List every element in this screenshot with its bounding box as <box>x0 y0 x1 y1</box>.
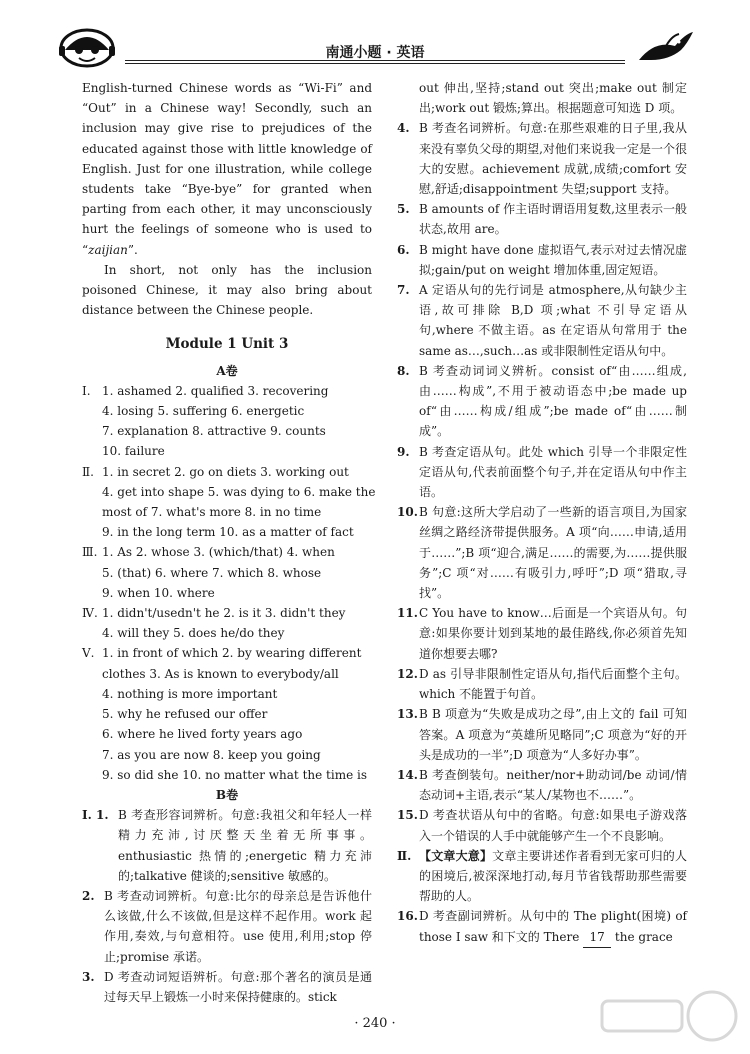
bird-icon <box>635 30 695 68</box>
answer-line: most of 7. what's more 8. in no time <box>102 505 322 520</box>
page-number: · 240 · <box>354 1016 396 1031</box>
left-column <box>82 78 376 1007</box>
answer-line: 4. nothing is more important <box>102 686 278 701</box>
section-lines <box>102 462 375 543</box>
answer-text: B amounts of 作主语时谓语用复数,这里表示一般状态,故用 are。 <box>419 202 687 237</box>
answer-item <box>397 442 687 503</box>
answer-number: 14. <box>397 767 418 782</box>
answer-text: B B 项意为“失败是成功之母”,由上文的 fail 可知答案。A 项意为“英雄所见略同”;C 项意为“好的开头是成功的一半”;D 项意为“人多好办事”。 <box>419 707 687 762</box>
answer-text: out 伸出,坚持;stand out 突出;make out 制定出;work out 锻炼;算出。根据题意可知选 D 项。 <box>419 81 687 116</box>
answer-line: 1. As 2. whose 3. (which/that) 4. when <box>102 545 335 560</box>
answer-number: 16. <box>397 909 418 924</box>
intro-paragraph <box>82 78 372 260</box>
conclusion-paragraph: In short, not only has the inclusion poisoned Chinese, it may also bring about distance between the Chinese people. <box>82 262 372 318</box>
answer-number: 9. <box>397 444 410 459</box>
answer-item <box>397 118 687 199</box>
module-title: Module 1 Unit 3 <box>165 336 289 353</box>
intro-end: ”. <box>127 242 138 257</box>
right-column <box>397 78 687 948</box>
answer-number: 15. <box>397 808 418 823</box>
answer-text: B 句意:这所大学启动了一些新的语言项目,为国家丝绸之路经济带提供服务。A 项“向……申请,适用于……”;B 项“迎合,满足……的需要,为……提供服务”;C 项“对……有吸引力,呼吁”;D 项“猎取,寻找”。 <box>419 505 687 601</box>
answer-item <box>397 704 687 765</box>
answer-line: 4. get into shape 5. was dying to 6. make the <box>102 484 376 499</box>
header-rule-2 <box>125 63 625 64</box>
answer-text: B 考查动词词义辨析。consist of“由……组成,由……构成”,不用于被动语态中;be made up of“由……构成/组成”;be made of“由……制成”。 <box>419 363 687 439</box>
answer-item <box>397 805 687 845</box>
exercise-section <box>82 603 372 643</box>
answer-line: 6. where he lived forty years ago <box>102 727 303 742</box>
answer-line: 7. explanation 8. attractive 9. counts <box>102 424 326 439</box>
blank-number: 17 <box>583 927 611 948</box>
section-lines <box>102 603 372 643</box>
answer-item <box>397 361 687 442</box>
answer-item <box>397 603 687 664</box>
article-summary <box>397 846 687 907</box>
section-lines <box>102 542 372 603</box>
answer-line: clothes 3. As is known to everybody/all <box>102 666 339 681</box>
answer-text: B 考查动词辨析。句意:比尔的母亲总是告诉他什么该做,什么不该做,但是这样不起作用。work 起作用,奏效,与句意相符。use 使用,利用;stop 停止;promise 承诺。 <box>104 888 372 964</box>
answer-number: 3. <box>82 969 95 984</box>
answer-number: 10. <box>397 505 418 520</box>
answer-line: 9. when 10. where <box>102 585 215 600</box>
answer-item <box>82 886 372 967</box>
answer-text: D as 引导非限制性定语从句,指代后面整个主句。which 不能置于句首。 <box>419 666 687 702</box>
summary-label: 【文章大意】 <box>419 848 493 863</box>
answer-item <box>82 967 372 1007</box>
exercise-section <box>82 462 376 543</box>
answer-line: 9. in the long term 10. as a matter of fact <box>102 525 354 540</box>
answer-number: 5. <box>397 202 410 217</box>
answer-text: C You have to know…后面是一个宾语从句。句意:如果你要计划到某地的最佳路线,你必须首先知道你想要去哪? <box>419 606 687 661</box>
answer-number: 2. <box>82 888 95 903</box>
section-number: Ⅳ. <box>82 606 98 621</box>
section-number: Ⅱ. <box>397 848 412 863</box>
section-a-answers <box>82 381 376 785</box>
section-b-title: B卷 <box>215 787 239 802</box>
section-number: Ⅴ. <box>82 646 95 661</box>
summary-text: 文章主要讲述作者看到无家可归的人的困境后,被深深地打动,每月节省钱帮助那些需要帮助的人。 <box>419 848 687 904</box>
answer-text: B 考查定语从句。此处 which 引导一个非限定性定语从句,代表前面整个句子,并在定语从句中作主语。 <box>419 444 687 500</box>
answer-text-a: D 考查副词辨析。从句中的 The plight(困境) of those I saw 和下文的 There <box>419 909 687 944</box>
section-number: Ⅲ. <box>82 545 98 560</box>
answer-number: 4. <box>397 121 410 136</box>
answer-line: 4. losing 5. suffering 6. energetic <box>102 404 305 419</box>
answer-number: 8. <box>397 363 410 378</box>
answer-item <box>397 280 687 361</box>
answer-number: 7. <box>397 283 410 298</box>
answer-text: D 考查动词短语辨析。句意:那个著名的演员是通过每天早上锻炼一小时来保持健康的。stick <box>104 969 372 1004</box>
page-title: 南通小题 · 英语 <box>325 45 425 61</box>
answer-item <box>397 78 687 118</box>
answer-list <box>397 78 687 846</box>
answer-item <box>82 805 372 886</box>
answer-number: 6. <box>397 242 410 257</box>
answer-line: 7. as you are now 8. keep you going <box>102 747 321 762</box>
section-number: Ⅱ. <box>82 464 94 479</box>
answer-text-b: the grace <box>611 929 673 944</box>
answer-text: B 考查形容词辨析。句意:我祖父和年轻人一样精力充沛,讨厌整天坐着无所事事。enthusiastic 热情的;energetic 精力充沛的;talkative 健谈的;sensitive 敏感的。 <box>118 808 372 883</box>
answer-line: 4. will they 5. does he/do they <box>102 626 285 641</box>
answer-line: 1. ashamed 2. qualified 3. recovering <box>102 383 329 398</box>
intro-text: English-turned Chinese words as “Wi-Fi” and “Out” in a Chinese way! Secondly, such an inclusion may give rise to prejudices of the educated against those with little knowledge of English. Just for one illustration, while college students take “Bye-bye” for granted when parting from each other, it may unconsciously hurt the feelings of someone who is used to “ <box>82 81 372 257</box>
answer-item <box>397 906 687 947</box>
answer-number: Ⅰ. 1. <box>82 808 109 823</box>
section-number: Ⅰ. <box>82 383 91 398</box>
answer-text <box>419 906 687 947</box>
answer-number: 13. <box>397 707 418 722</box>
summary-body <box>419 846 687 907</box>
answer-text: B 考查倒装句。neither/nor+助动词/be 动词/情态动词+主语,表示“某人/某物也不……”。 <box>419 767 687 803</box>
section-b-answers <box>82 805 372 1007</box>
exercise-section <box>82 643 372 784</box>
answer-item <box>397 240 687 280</box>
section-lines <box>102 643 372 784</box>
answer-line: 1. in front of which 2. by wearing different <box>102 646 362 661</box>
answer-item <box>397 502 687 603</box>
answer-line: 5. why he refused our offer <box>102 707 268 722</box>
exercise-section <box>82 542 372 603</box>
answer-line: 9. so did she 10. no matter what the time is <box>102 767 367 782</box>
answer-number: 11. <box>397 606 418 621</box>
answer-number: 12. <box>397 666 418 681</box>
answer-number <box>397 78 419 118</box>
answer-line: 5. (that) 6. where 7. which 8. whose <box>102 565 322 580</box>
italic-word: zaijian <box>88 242 128 257</box>
answer-item <box>397 765 687 805</box>
answer-line: 1. in secret 2. go on diets 3. working out <box>102 464 349 479</box>
section-lines <box>102 381 372 462</box>
answer-line: 10. failure <box>102 444 165 459</box>
answer-text: D 考查状语从句中的省略。句意:如果电子游戏落入一个错误的人手中就能够产生一个不良影响。 <box>419 808 687 843</box>
answer-text: B 考查名词辨析。句意:在那些艰难的日子里,我从来没有辜负父母的期望,对他们来说我一定是一个很大的安慰。achievement 成就,成绩;comfort 安慰,舒适;disappointment 失望;support 支持。 <box>419 121 687 197</box>
exercise-section <box>82 381 372 462</box>
answer-item <box>397 664 687 704</box>
answer-line: 1. didn't/usedn't he 2. is it 3. didn't they <box>102 606 346 621</box>
page-header <box>55 28 695 68</box>
watermark-icon <box>592 986 742 1046</box>
section-a-title: A卷 <box>216 363 238 378</box>
answer-item <box>397 199 687 239</box>
answer-text: A 定语从句的先行词是 atmosphere,从句缺少主语,故可排除 B,D 项;what 不引导定语从句,where 不做主语。as 在定语从句常用于 the same as…,such…as 或非限制性定语从句中。 <box>419 283 687 358</box>
answer-text: B might have done 虚拟语气,表示对过去情况虚拟;gain/put on weight 增加体重,固定短语。 <box>419 242 687 277</box>
